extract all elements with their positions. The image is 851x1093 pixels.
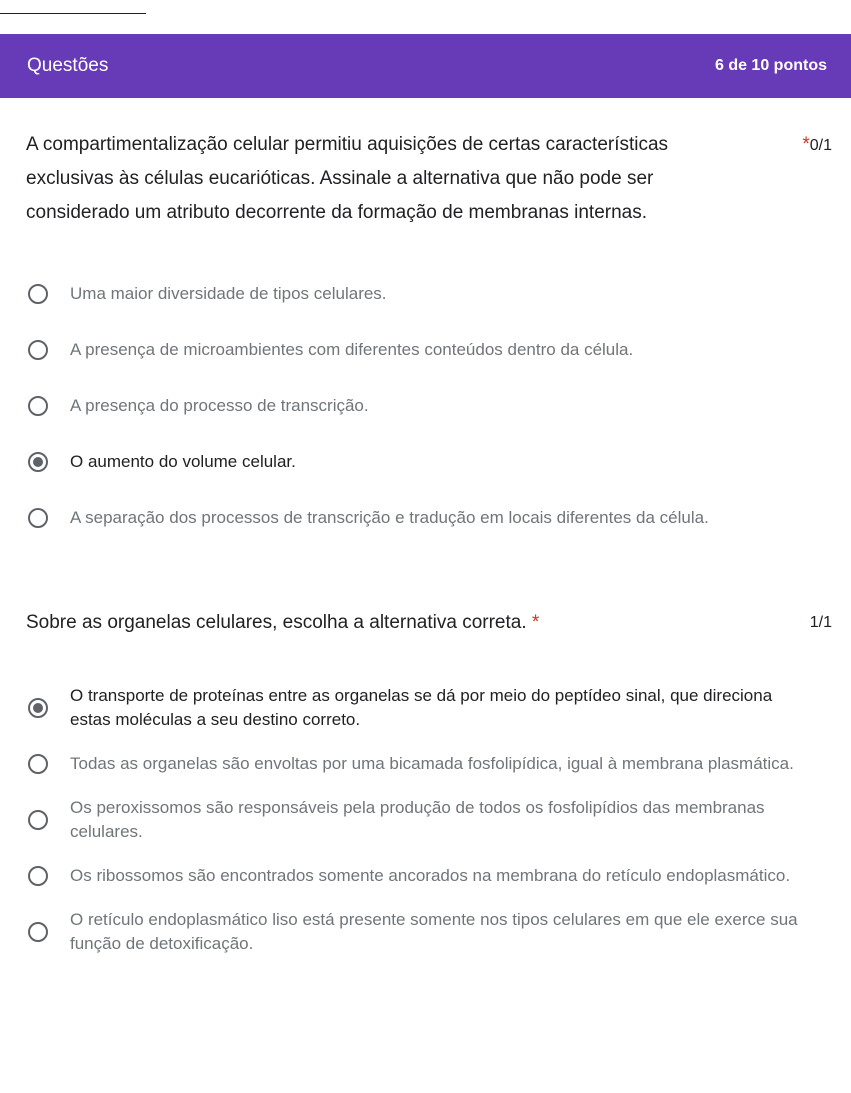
radio-unchecked-icon[interactable] (28, 508, 48, 528)
options-list (26, 680, 832, 960)
question-points: 1/1 (809, 614, 832, 631)
option-label: O retículo endoplasmático liso está presente somente nos tipos celulares em que ele exerce sua função de detoxificação. (70, 910, 798, 953)
option-item-selected[interactable] (26, 680, 832, 736)
option-item[interactable] (26, 266, 832, 322)
radio-unchecked-icon[interactable] (28, 754, 48, 774)
radio-unchecked-icon[interactable] (28, 396, 48, 416)
question-text (26, 128, 756, 230)
option-item-selected[interactable] (26, 434, 832, 490)
radio-checked-icon[interactable] (28, 452, 48, 472)
radio-unchecked-icon[interactable] (28, 810, 48, 830)
option-label: Uma maior diversidade de tipos celulares. (70, 284, 387, 303)
option-item[interactable] (26, 322, 832, 378)
options-list (26, 266, 832, 546)
option-label: A presença de microambientes com diferentes conteúdos dentro da célula. (70, 340, 634, 359)
question-text (26, 606, 832, 640)
total-score: 6 de 10 pontos (714, 57, 827, 74)
option-label: O transporte de proteínas entre as organelas se dá por meio do peptídeo sinal, que direciona estas moléculas a seu destino correto. (70, 686, 773, 729)
option-item[interactable] (26, 904, 832, 960)
option-label: A presença do processo de transcrição. (70, 396, 369, 415)
radio-unchecked-icon[interactable] (28, 284, 48, 304)
radio-unchecked-icon[interactable] (28, 866, 48, 886)
option-label: A separação dos processos de transcrição e tradução em locais diferentes da célula. (70, 508, 709, 527)
option-item[interactable] (26, 792, 832, 848)
section-title: Questões (27, 55, 109, 76)
required-asterisk: * (531, 612, 540, 633)
option-label: Todas as organelas são envoltas por uma bicamada fosfolipídica, igual à membrana plasmática. (70, 754, 794, 773)
radio-checked-icon[interactable] (28, 698, 48, 718)
question-header (26, 128, 832, 230)
option-item[interactable] (26, 736, 832, 792)
section-header (0, 34, 851, 98)
question-points (802, 128, 832, 163)
question-text-content: Sobre as organelas celulares, escolha a alternativa correta. (26, 612, 527, 633)
points-value: 0/1 (809, 137, 832, 154)
option-item[interactable] (26, 378, 832, 434)
question-1 (26, 128, 832, 546)
option-label: Os ribossomos são encontrados somente ancorados na membrana do retículo endoplasmático. (70, 866, 791, 885)
question-text-content: A compartimentalização celular permitiu aquisições de certas características exclusivas às células eucarióticas. Assinale a alternativa que não pode ser considerado um atributo decorrente da formação de membranas internas. (26, 134, 669, 223)
required-asterisk: * (802, 134, 810, 155)
question-header (26, 606, 832, 640)
top-divider (0, 13, 146, 14)
option-item[interactable] (26, 848, 832, 904)
radio-unchecked-icon[interactable] (28, 922, 48, 942)
option-label: Os peroxissomos são responsáveis pela produção de todos os fosfolipídios das membranas celulares. (70, 798, 765, 841)
option-item[interactable] (26, 490, 832, 546)
question-2 (26, 606, 832, 960)
radio-unchecked-icon[interactable] (28, 340, 48, 360)
option-label: O aumento do volume celular. (70, 452, 296, 471)
